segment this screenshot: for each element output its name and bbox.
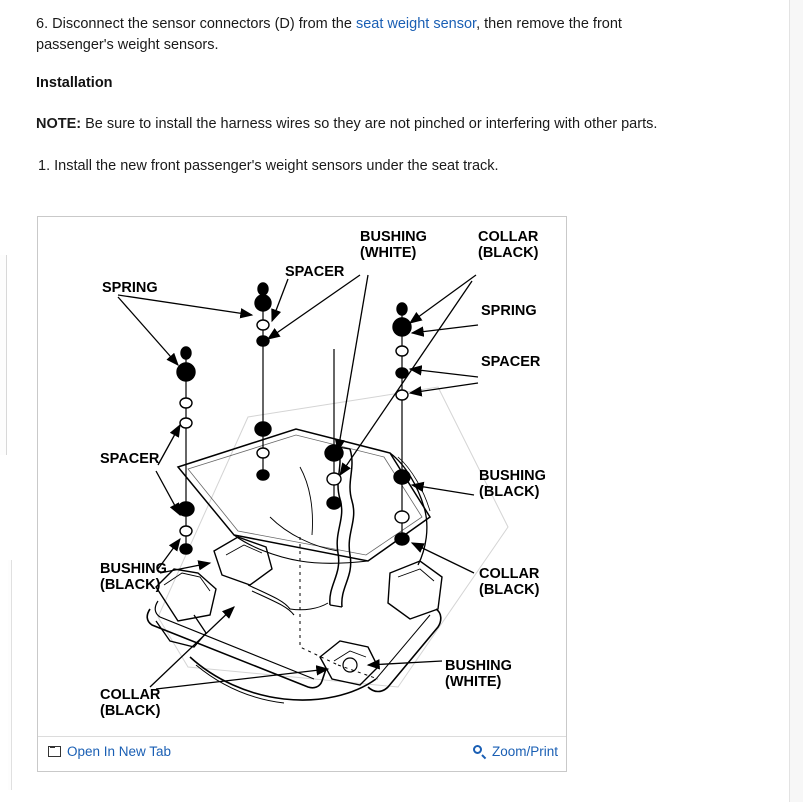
- note-text: Be sure to install the harness wires so they are not pinched or interfering with other parts.: [81, 116, 658, 132]
- open-in-new-tab-icon: [48, 746, 61, 757]
- open-in-new-tab-button[interactable]: [48, 744, 171, 759]
- section-heading-installation: Installation: [36, 75, 113, 91]
- seat-weight-sensor-link[interactable]: seat weight sensor: [355, 16, 477, 32]
- left-page-edge-bottom: [8, 560, 12, 790]
- step-6-text-after: , then remove the front passenger's weight sensors.: [36, 16, 622, 53]
- label-collar-black-bottom: COLLAR (BLACK): [100, 687, 161, 719]
- note-label: NOTE:: [36, 116, 82, 132]
- vertical-scrollbar[interactable]: [789, 0, 803, 802]
- zoom-print-button[interactable]: [473, 744, 558, 759]
- label-spacer-top: SPACER: [285, 264, 345, 280]
- zoom-print-label: Zoom/Print: [491, 744, 558, 759]
- label-bushing-white-bottom: BUSHING (WHITE): [445, 658, 512, 690]
- label-collar-black-right: COLLAR (BLACK): [479, 566, 540, 598]
- label-bushing-black-right: BUSHING (BLACK): [479, 468, 546, 500]
- step-1-paragraph: 1. Install the new front passenger's weight sensors under the seat track.: [38, 158, 499, 174]
- magnifier-icon: [473, 745, 487, 759]
- left-page-edge-top: [0, 255, 7, 455]
- label-bushing-black-left: BUSHING (BLACK): [100, 561, 167, 593]
- label-collar-black-top: COLLAR (BLACK): [478, 229, 539, 261]
- step-6-number: 6.: [36, 16, 49, 32]
- label-spring-left: SPRING: [102, 280, 158, 296]
- figure-container: [37, 216, 567, 772]
- label-spring-right: SPRING: [481, 303, 537, 319]
- open-in-new-tab-label: Open In New Tab: [67, 744, 172, 759]
- figure-toolbar: [38, 736, 566, 771]
- note-paragraph: [36, 116, 736, 132]
- label-bushing-white-top: BUSHING (WHITE): [360, 229, 427, 261]
- label-spacer-right: SPACER: [481, 354, 541, 370]
- step-6-paragraph: [36, 14, 636, 56]
- step-6-text-before: Disconnect the sensor connectors (D) from the: [52, 16, 356, 32]
- label-spacer-left: SPACER: [100, 451, 160, 467]
- figure-image[interactable]: [38, 217, 566, 737]
